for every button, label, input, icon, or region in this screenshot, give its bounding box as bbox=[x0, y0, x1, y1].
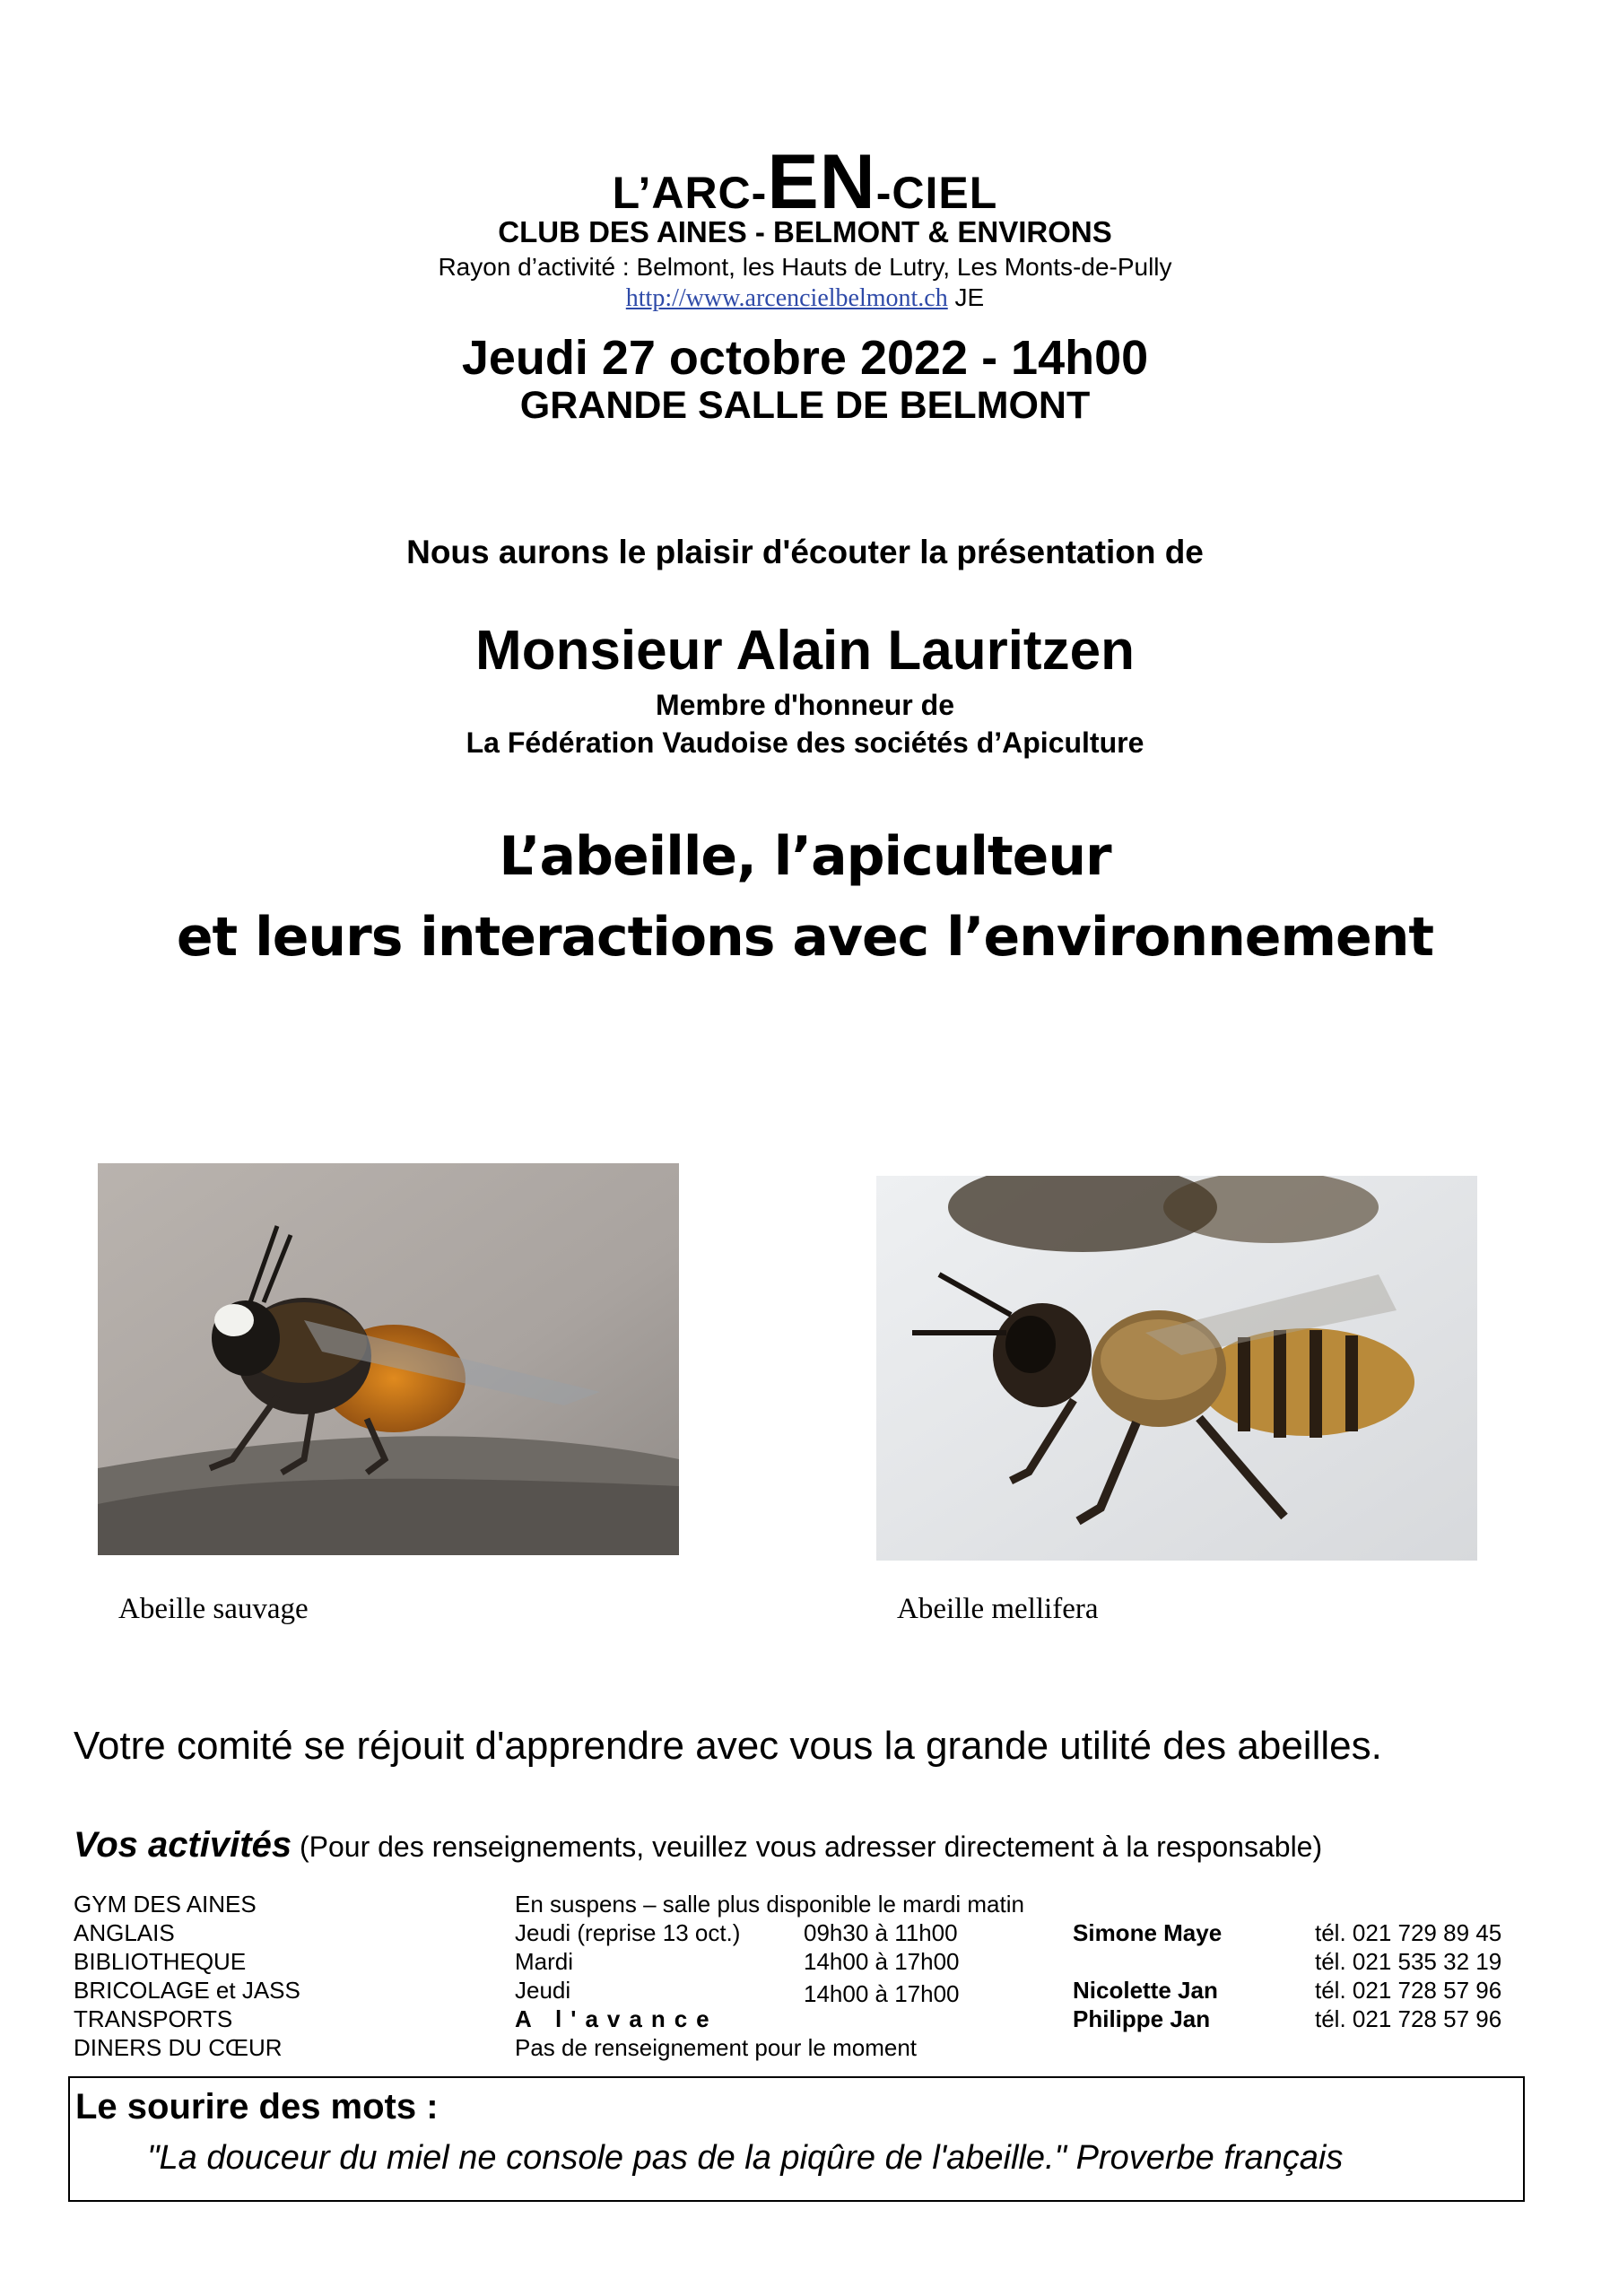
website-link[interactable]: http://www.arcencielbelmont.ch bbox=[625, 284, 948, 312]
activity-contact: Philippe Jan bbox=[1073, 2005, 1211, 2032]
activity-phone: tél. 021 728 57 96 bbox=[1315, 1977, 1502, 2004]
activity-time: 09h30 à 11h00 bbox=[804, 1919, 958, 1946]
talk-title-line1: L’abeille, l’apiculteur bbox=[499, 825, 1111, 888]
intro-text: Nous aurons le plaisir d'écouter la présentation de bbox=[406, 534, 1204, 570]
activity-phone: tél. 021 729 89 45 bbox=[1315, 1919, 1502, 1946]
activity-name: DINERS DU CŒUR bbox=[74, 2034, 283, 2061]
activity-day: A l'avance bbox=[515, 2005, 718, 2032]
activity-day: Mardi bbox=[515, 1948, 574, 1975]
speaker-name: Monsieur Alain Lauritzen bbox=[475, 620, 1135, 682]
activity-contact: Simone Maye bbox=[1073, 1919, 1223, 1946]
activity-name: TRANSPORTS bbox=[74, 2005, 233, 2032]
event-venue: GRANDE SALLE DE BELMONT bbox=[519, 384, 1091, 427]
club-name: CLUB DES AINES - BELMONT & ENVIRONS bbox=[498, 215, 1112, 248]
activity-row bbox=[0, 1977, 1610, 2005]
quote-title: Le sourire des mots : bbox=[75, 2087, 439, 2126]
activity-name: BRICOLAGE et JASS bbox=[74, 1977, 300, 2004]
activity-phone: tél. 021 535 32 19 bbox=[1315, 1948, 1502, 1975]
activity-row bbox=[0, 2034, 1610, 2063]
activity-row bbox=[0, 1948, 1610, 1977]
logo-en: EN bbox=[767, 139, 876, 225]
honey-bee-caption: Abeille mellifera bbox=[897, 1593, 1099, 1625]
activity-time: 14h00 à 17h00 bbox=[804, 1948, 960, 1975]
activity-time: 14h00 à 17h00 bbox=[804, 1980, 960, 2007]
activities-heading bbox=[74, 1825, 1322, 1866]
event-date: Jeudi 27 octobre 2022 - 14h00 bbox=[461, 331, 1149, 385]
wild-bee-caption: Abeille sauvage bbox=[118, 1593, 309, 1625]
activity-row bbox=[0, 2005, 1610, 2034]
logo-prefix: L’ARC- bbox=[612, 168, 768, 218]
activity-area: Rayon d’activité : Belmont, les Hauts de Lutry, Les Monts-de-Pully bbox=[438, 253, 1172, 281]
activity-name: ANGLAIS bbox=[74, 1919, 175, 1946]
activity-day: En suspens – salle plus disponible le mardi matin bbox=[515, 1891, 1024, 1918]
activity-phone: tél. 021 728 57 96 bbox=[1315, 2005, 1502, 2032]
club-logo bbox=[0, 139, 1610, 225]
website-line bbox=[0, 283, 1610, 313]
committee-message: Votre comité se réjouit d'apprendre avec vous la grande utilité des abeilles. bbox=[74, 1724, 1382, 1768]
activity-day: Jeudi (reprise 13 oct.) bbox=[515, 1919, 741, 1946]
website-suffix: JE bbox=[947, 283, 985, 311]
activity-contact: Nicolette Jan bbox=[1073, 1977, 1218, 2004]
activity-row bbox=[0, 1891, 1610, 1919]
quote-box bbox=[68, 2076, 1525, 2202]
activity-day: Pas de renseignement pour le moment bbox=[515, 2034, 918, 2061]
activities-title: Vos activités bbox=[74, 1825, 292, 1865]
activity-name: GYM DES AINES bbox=[74, 1891, 257, 1918]
activity-name: BIBLIOTHEQUE bbox=[74, 1948, 247, 1975]
activities-subtitle: (Pour des renseignements, veuillez vous adresser directement à la responsable) bbox=[292, 1831, 1323, 1863]
activity-day: Jeudi bbox=[515, 1977, 571, 2004]
talk-title-line2: et leurs interactions avec l’environnement bbox=[176, 906, 1434, 969]
speaker-role-line1: Membre d'honneur de bbox=[656, 689, 954, 721]
activity-row bbox=[0, 1919, 1610, 1948]
logo-suffix: -CIEL bbox=[875, 168, 998, 218]
speaker-role-line2: La Fédération Vaudoise des sociétés d’Apiculture bbox=[466, 726, 1144, 759]
wild-bee-photo bbox=[98, 1163, 679, 1555]
quote-text: "La douceur du miel ne console pas de la piqûre de l'abeille." Proverbe français bbox=[147, 2139, 1344, 2177]
honey-bee-photo bbox=[876, 1176, 1477, 1561]
